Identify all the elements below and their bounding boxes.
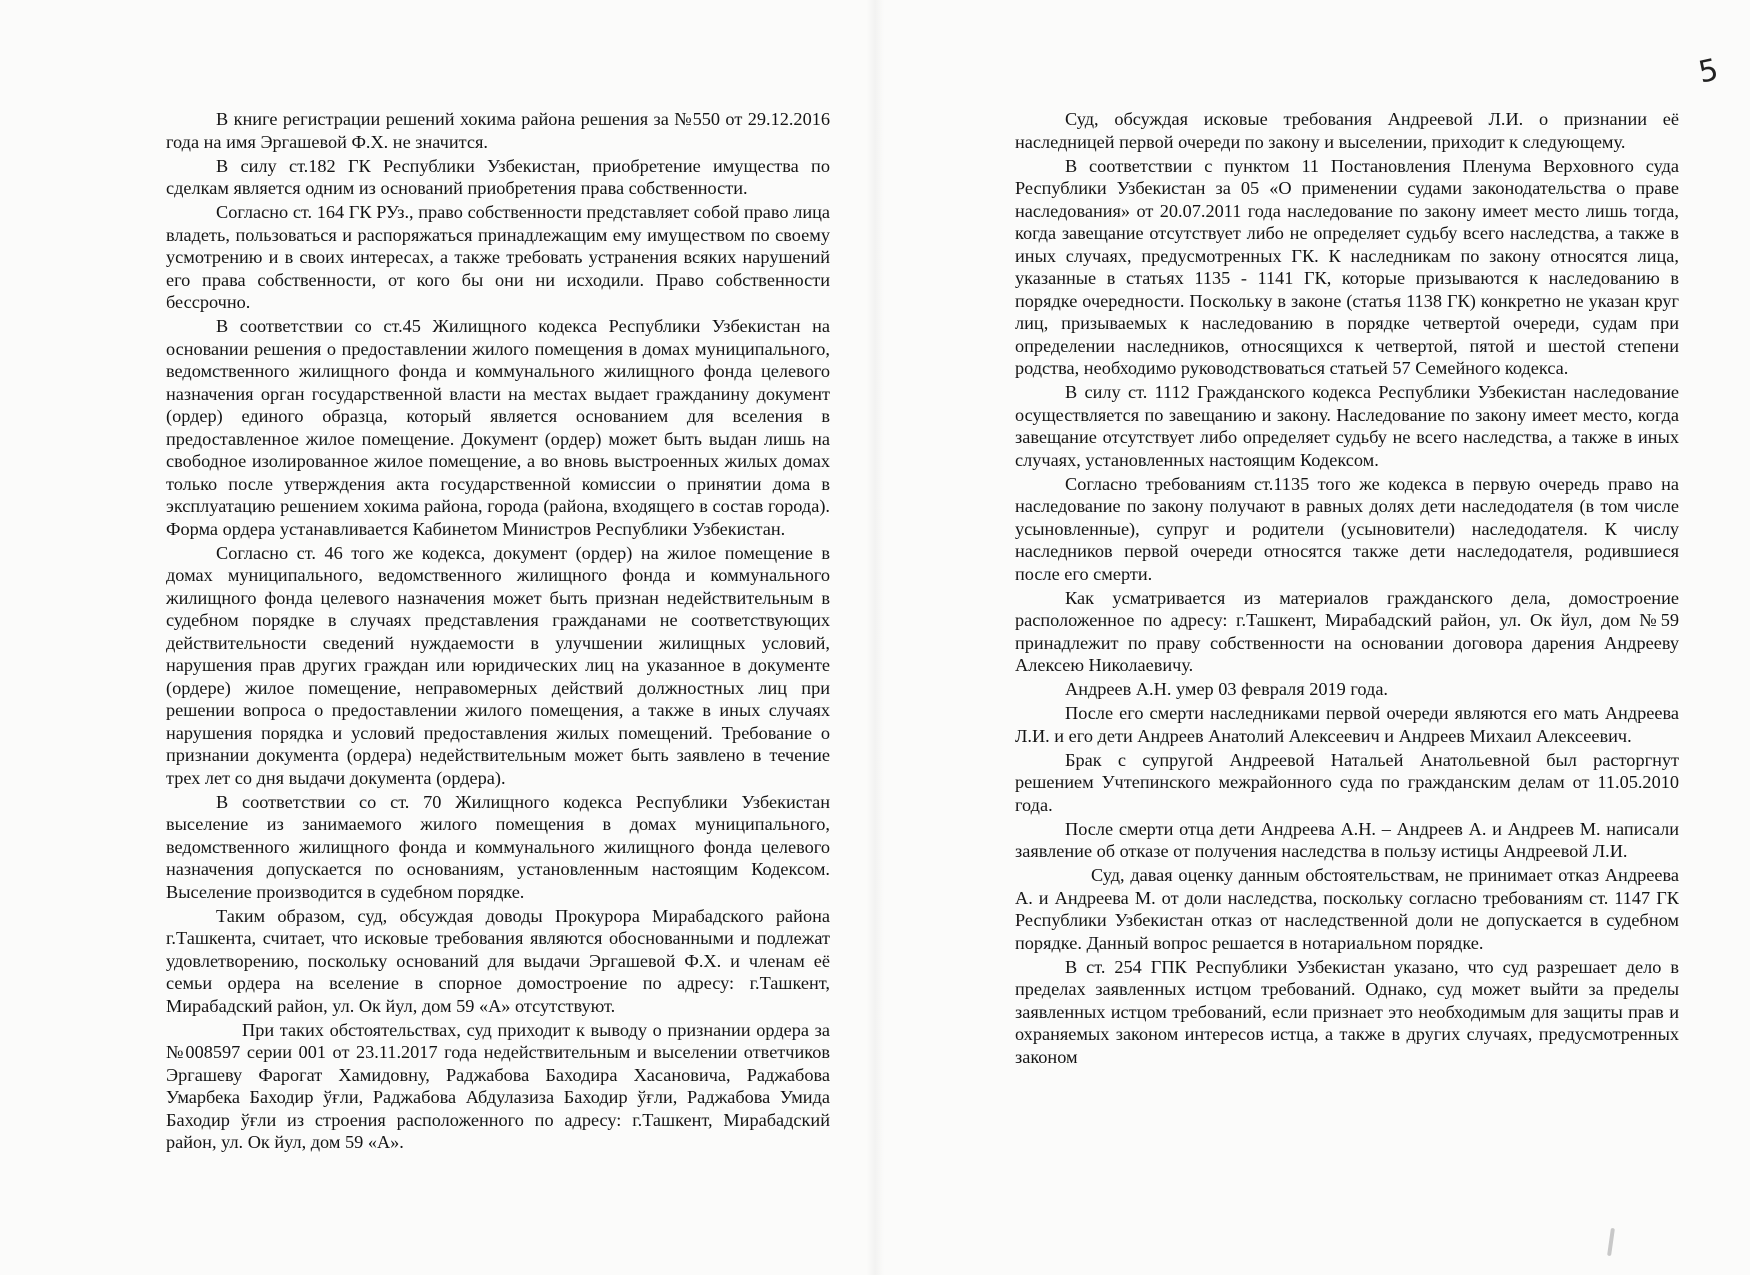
paragraph: При таких обстоятельствах, суд приходит к выводу о признании ордера за №008597 серии 001 от 23.11.2017 года недействительным и выселении ответчиков Эргашеву Фарогат Хамидовну, Раджабова Баходира Хасановича, Раджабова Умарбека Баходир ўғли, Раджабова Абдулазиза Баходир ўғли, Раджабова Умида Баходир ўғли из строения расположенного по адресу: г.Ташкент, Мирабадский район, ул. Ок йул, дом 59 «А». [166, 1019, 830, 1152]
paragraph: Суд, обсуждая исковые требования Андреевой Л.И. о признании её наследницей первой очереди по закону и выселении, приходит к следующему. [1015, 109, 1679, 152]
paragraph: После смерти отца дети Андреева А.Н. – Андреев А. и Андреев М. написали заявление об отказе от получения наследства в пользу истицы Андреевой Л.И. [1015, 818, 1679, 861]
paragraph: Андреев А.Н. умер 03 февраля 2019 года. [1065, 679, 1389, 699]
page-number: 5 [1695, 52, 1722, 91]
paragraph: Суд, давая оценку данным обстоятельствам, не принимает отказ Андреева А. и Андреева М. от доли наследства, поскольку согласно требованиям ст. 1147 ГК Республики Узбекистан отказ от наследственной доли не допускается в судебном порядке. Данный вопрос решается в нотариальном порядке. [1015, 865, 1679, 953]
right-page [875, 0, 1750, 1275]
paragraph: В ст. 254 ГПК Республики Узбекистан указано, что суд разрешает дело в пределах заявленных истцом требований. Однако, суд может выйти за пределы заявленных истцом требований, если признает это необходимым для защиты прав и охраняемых законом интересов истца, а также в других случаях, предусмотренных законом [1015, 956, 1679, 1067]
right-text-column [1015, 108, 1679, 1070]
paragraph: Как усматривается из материалов гражданского дела, домостроение расположенное по адресу: г.Ташкент, Мирабадский район, ул. Ок йул, дом №59 принадлежит по праву собственности на основании договора дарения Андрееву Алексею Николаевичу. [1015, 587, 1679, 675]
paragraph: Согласно требованиям ст.1135 того же кодекса в первую очередь право на наследование по закону получают в равных долях дети наследодателя (в том числе усыновленные), супруг и родители (усыновители) наследодателя. К числу наследников первой очереди относятся также дети наследодателя, родившиеся после его смерти. [1015, 473, 1679, 584]
paragraph: В соответствии со ст. 70 Жилищного кодекса Республики Узбекистан выселение из занимаемого жилого помещения в домах муниципального, ведомственного жилищного фонда и коммунального жилищного фонда целевого назначения допускается по основаниям, установленным настоящим Кодексом. Выселение производится в судебном порядке. [166, 791, 830, 902]
paragraph: В силу ст.182 ГК Республики Узбекистан, приобретение имущества по сделкам является одним из оснований приобретения права собственности. [166, 155, 830, 198]
paragraph: В силу ст. 1112 Гражданского кодекса Республики Узбекистан наследование осуществляется по завещанию и закону. Наследование по закону имеет место, когда завещание отсутствует либо определяет судьбу не всего наследства, а также в иных случаях, установленных настоящим Кодексом. [1015, 382, 1679, 470]
paragraph: Согласно ст. 164 ГК РУз., право собственности представляет собой право лица владеть, пользоваться и распоряжаться принадлежащим ему имуществом по своему усмотрению и в своих интересах, а также требовать устранения всяких нарушений его права собственности, от кого бы они ни исходили. Право собственности бессрочно. [166, 202, 830, 312]
paragraph: В соответствии с пунктом 11 Постановления Пленума Верховного суда Республики Узбекистан за 05 «О применении судами законодательства о праве наследования» от 20.07.2011 года наследование по закону имеет место лишь тогда, когда завещание отсутствует либо не определяет судьбу всего наследства, а также в иных случаях, предусмотренных ГК. К наследникам по закону относятся лица, указанные в статьях 1135 - 1141 ГК, которые призываются к наследованию в порядке очередности. Поскольку в законе (статья 1138 ГК) конкретно не указан круг лиц, призываемых к наследованию в порядке четвертой очереди, судам при определении наследников, относящихся к четвертой, пятой и шестой степени родства, необходимо руководствоваться статьей 57 Семейного кодекса. [1015, 155, 1679, 378]
paragraph: Брак с супругой Андреевой Натальей Анатольевной был расторгнут решением Учтепинского межрайонного суда по гражданским делам от 11.05.2010 года. [1015, 749, 1679, 815]
paragraph: В книге регистрации решений хокима района решения за №550 от 29.12.2016 года на имя Эргашевой Ф.Х. не значится. [166, 109, 830, 152]
left-text-column [166, 108, 830, 1155]
paragraph: Согласно ст. 46 того же кодекса, документ (ордер) на жилое помещение в домах муниципального, ведомственного жилищного фонда и коммунального жилищного фонда целевого назначения может быть признан недействительным в судебном порядке в случаях представления гражданами не соответствующих действительности сведений нуждаемости в улучшении жилищных условий, нарушения прав других граждан или юридических лиц на указанное в документе (ордере) жилое помещение, неправомерных действий должностных лиц при решении вопроса о предоставлении жилого помещения, а также в иных случаях нарушения порядка и условий предоставления жилых помещений. Требование о признании документа (ордера) недействительным может быть заявлено в течение трех лет со дня выдачи документа (ордера). [166, 542, 830, 788]
paragraph: После его смерти наследниками первой очереди являются его мать Андреева Л.И. и его дети Андреев Анатолий Алексеевич и Андреев Михаил Алексеевич. [1015, 703, 1679, 746]
paragraph: В соответствии со ст.45 Жилищного кодекса Республики Узбекистан на основании решения о предоставлении жилого помещения в домах муниципального, ведомственного жилищного фонда и коммунального жилищного фонда целевого назначения орган государственной власти на местах выдает гражданину документ (ордер) единого образца, который является основанием для вселения в предоставленное жилое помещение. Документ (ордер) может быть выдан лишь на свободное изолированное жилое помещение, а во вновь выстроенных жилых домах только после утверждения акта государственной комиссии о принятии дома в эксплуатацию решением хокима района, города (района, входящего в состав города). Форма ордера устанавливается Кабинетом Министров Республики Узбекистан. [166, 316, 830, 539]
paragraph: Таким образом, суд, обсуждая доводы Прокурора Мирабадского района г.Ташкента, считает, что исковые требования являются обоснованными и подлежат удовлетворению, поскольку оснований для выдачи Эргашевой Ф.Х. и членам её семьи ордера на вселение в спорное домостроение по адресу: г.Ташкент, Мирабадский район, ул. Ок йул, дом 59 «А» отсутствуют. [166, 905, 830, 1016]
